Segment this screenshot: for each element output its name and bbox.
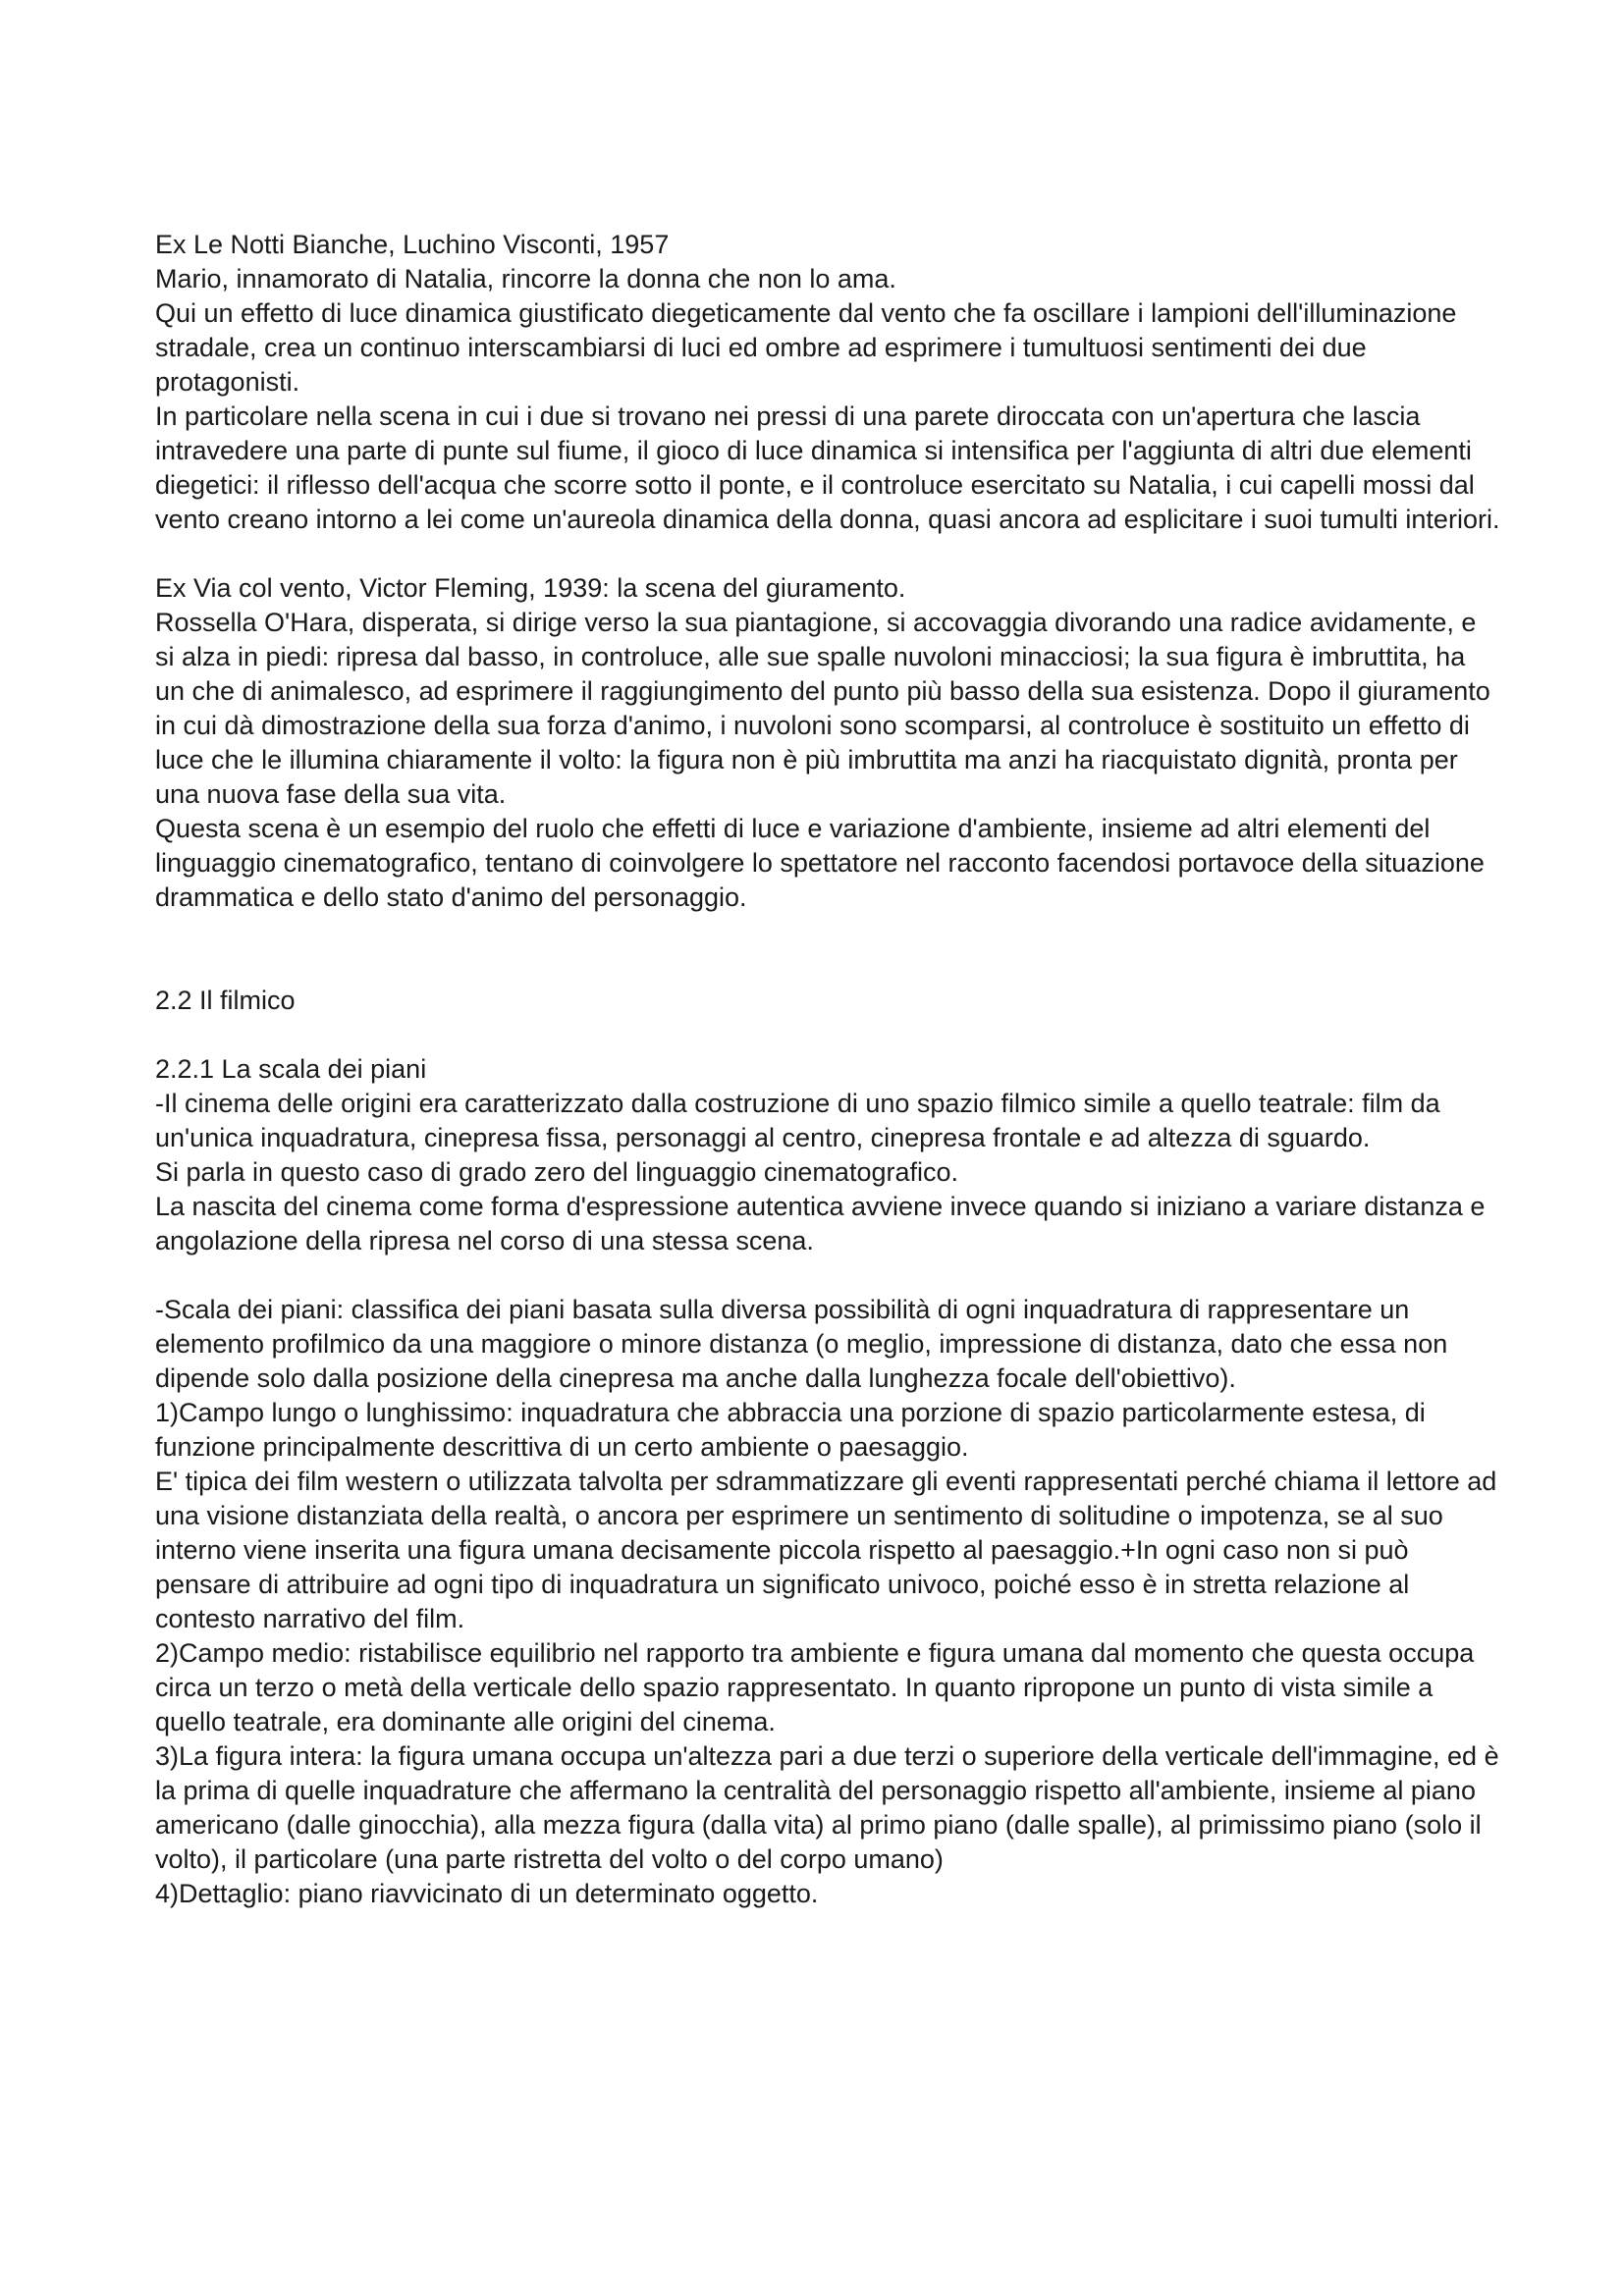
- list-item: 3)La figura intera: la figura umana occupa un'altezza pari a due terzi o superiore della verticale dell'immagine, ed è la prima di quelle inquadrature che affermano la centralità del personaggio rispetto all'ambiente, insieme al piano americano (dalle ginocchia), alla mezza figura (dalla vita) al primo piano (dalle spalle), al primissimo piano (solo il volto), il particolare (una parte ristretta del volto o del corpo umano): [155, 1741, 1499, 1874]
- section-scala-dei-piani: [155, 1052, 1500, 1258]
- paragraph: In particolare nella scena in cui i due si trovano nei pressi di una parete diroccata con un'apertura che lascia intravedere una parte di punte sul fiume, il gioco di luce dinamica si intensifica per l'aggiunta di altri due elementi diegetici: il riflesso dell'acqua che scorre sotto il ponte, e il controluce esercitato su Natalia, i cui capelli mossi dal vento creano intorno a lei come un'aureola dinamica della donna, quasi ancora ad esplicitare i suoi tumulti interiori.: [155, 401, 1500, 534]
- paragraph: -Scala dei piani: classifica dei piani basata sulla diversa possibilità di ogni inquadratura di rappresentare un elemento profilmico da una maggiore o minore distanza (o meglio, impressione di distanza, dato che essa non dipende solo dalla posizione della cinepresa ma anche dalla lunghezza focale dell'obiettivo).: [155, 1295, 1448, 1393]
- section-le-notti-bianche: [155, 228, 1500, 537]
- spacer: [155, 537, 1500, 571]
- example-title-notti-bianche: Ex Le Notti Bianche, Luchino Visconti, 1957: [155, 230, 670, 259]
- paragraph: La nascita del cinema come forma d'espressione autentica avviene invece quando si iniziano a variare distanza e angolazione della ripresa nel corso di una stessa scena.: [155, 1192, 1486, 1255]
- list-item: 4)Dettaglio: piano riavvicinato di un determinato oggetto.: [155, 1879, 819, 1908]
- section-classifica-piani: [155, 1293, 1500, 1911]
- paragraph: Questa scena è un esempio del ruolo che effetti di luce e variazione d'ambiente, insieme ad altri elementi del linguaggio cinematografico, tentano di coinvolgere lo spettatore nel racconto facendosi portavoce della situazione drammatica e dello stato d'animo del personaggio.: [155, 814, 1485, 912]
- list-item: 2)Campo medio: ristabilisce equilibrio nel rapporto tra ambiente e figura umana dal momento che questa occupa circa un terzo o metà della verticale dello spazio rappresentato. In quanto ripropone un punto di vista simile a quello teatrale, era dominante alle origini del cinema.: [155, 1638, 1475, 1736]
- paragraph: Mario, innamorato di Natalia, rincorre la donna che non lo ama.: [155, 264, 896, 294]
- section-heading-block: [155, 984, 1500, 1018]
- section-heading: 2.2 Il filmico: [155, 986, 296, 1015]
- list-item: 1)Campo lungo o lunghissimo: inquadratura che abbraccia una porzione di spazio particolarmente estesa, di funzione principalmente descrittiva di un certo ambiente o paesaggio.: [155, 1398, 1426, 1462]
- subsection-heading: 2.2.1 La scala dei piani: [155, 1054, 427, 1084]
- paragraph: Rossella O'Hara, disperata, si dirige verso la sua piantagione, si accovaggia divorando una radice avidamente, e si alza in piedi: ripresa dal basso, in controluce, alle sue spalle nuvoloni minacciosi; la sua figura è imbruttita, ha un che di animalesco, ad esprimere il raggiungimento del punto più basso della sua esistenza. Dopo il giuramento in cui dà dimostrazione della sua forza d'animo, i nuvoloni sono scomparsi, al controluce è sostituito un effetto di luce che le illumina chiaramente il volto: la figura non è più imbruttita ma anzi ha riacquistato dignità, pronta per una nuova fase della sua vita.: [155, 608, 1490, 809]
- spacer: [155, 1258, 1500, 1293]
- example-title-via-col-vento: Ex Via col vento, Victor Fleming, 1939: la scena del giuramento.: [155, 573, 906, 603]
- paragraph: -Il cinema delle origini era caratterizzato dalla costruzione di uno spazio filmico simile a quello teatrale: film da un'unica inquadratura, cinepresa fissa, personaggi al centro, cinepresa frontale e ad altezza di sguardo.: [155, 1089, 1440, 1152]
- paragraph: Qui un effetto di luce dinamica giustificato diegeticamente dal vento che fa oscillare i lampioni dell'illuminazione stradale, crea un continuo interscambiarsi di luci ed ombre ad esprimere i tumultuosi sentimenti dei due protagonisti.: [155, 298, 1457, 397]
- section-via-col-vento: [155, 571, 1500, 915]
- paragraph: Si parla in questo caso di grado zero del linguaggio cinematografico.: [155, 1157, 959, 1187]
- document-body: [155, 228, 1500, 1911]
- spacer: [155, 1018, 1500, 1052]
- paragraph: E' tipica dei film western o utilizzata talvolta per sdrammatizzare gli eventi rappresentati perché chiama il lettore ad una visione distanziata della realtà, o ancora per esprimere un sentimento di solitudine o impotenza, se al suo interno viene inserita una figura umana decisamente piccola rispetto al paesaggio.+In ogni caso non si può pensare di attribuire ad ogni tipo di inquadratura un significato univoco, poiché esso è in stretta relazione al contesto narrativo del film.: [155, 1467, 1497, 1633]
- spacer: [155, 915, 1500, 984]
